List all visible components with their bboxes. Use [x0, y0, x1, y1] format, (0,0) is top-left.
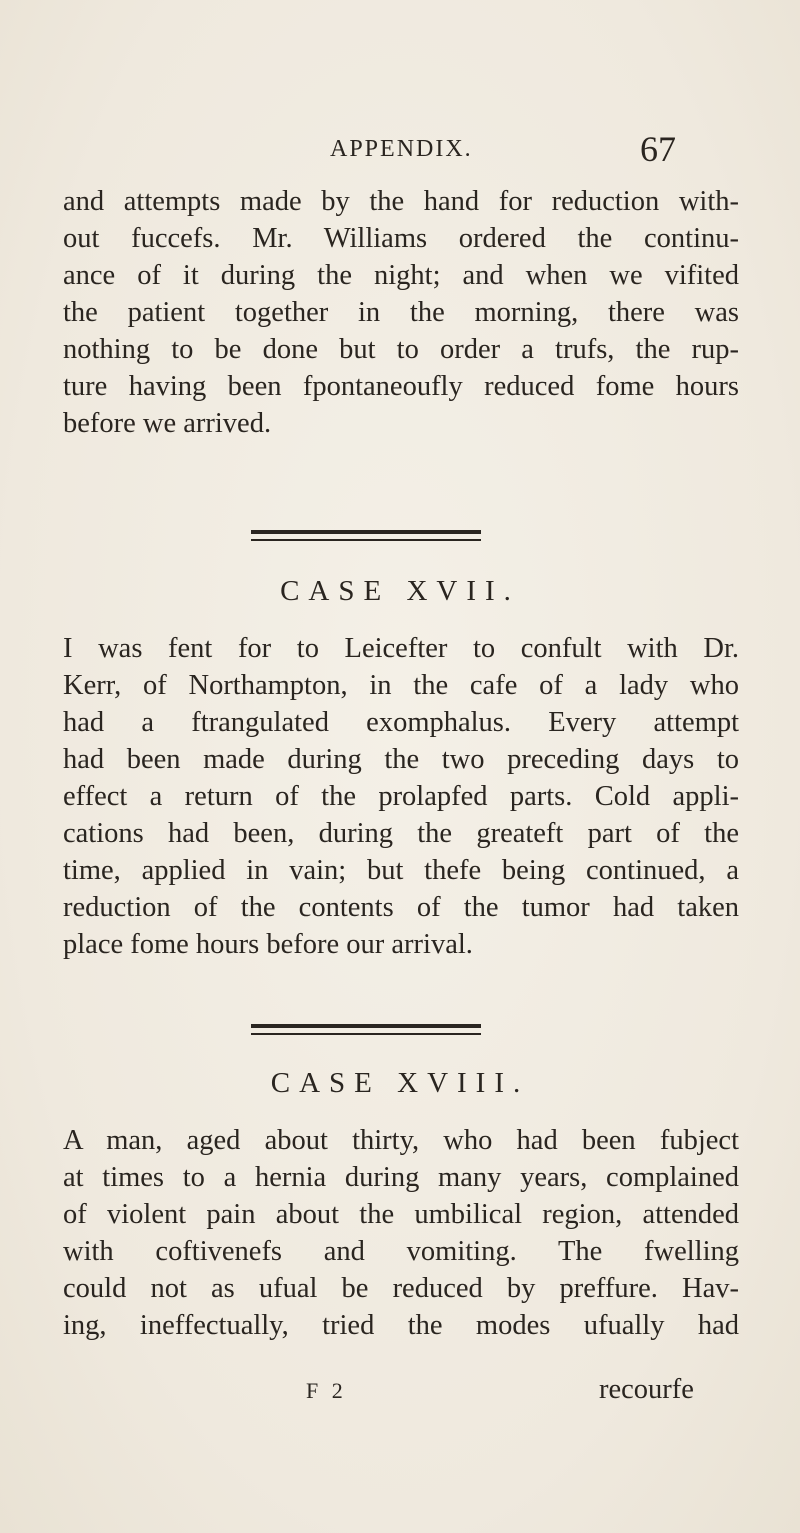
text-line: could not as ufual be reduced by preffure. Hav- [63, 1273, 739, 1304]
text-line: I was fent for to Leicefter to confult with Dr. [63, 633, 739, 664]
text-line: A man, aged about thirty, who had been fubject [63, 1125, 739, 1156]
page-header [0, 128, 800, 178]
case-18-text [63, 1122, 739, 1344]
text-line: at times to a hernia during many years, complained [63, 1162, 739, 1193]
text-line: with coftivenefs and vomiting. The fwelling [63, 1236, 739, 1267]
text-line: Kerr, of Northampton, in the cafe of a lady who [63, 670, 739, 701]
case-17-heading: CASE XVII. [280, 575, 520, 607]
text-line: before we arrived. [63, 408, 272, 439]
section-divider [251, 1024, 481, 1035]
text-line: had been made during the two preceding days to [63, 744, 739, 775]
paragraph-continuation [63, 183, 739, 442]
text-line: of violent pain about the umbilical region, attended [63, 1199, 739, 1230]
text-line: the patient together in the morning, there was [63, 297, 739, 328]
text-line: ing, ineffectually, tried the modes ufually had [63, 1310, 739, 1341]
text-line: effect a return of the prolapfed parts. Cold appli- [63, 781, 739, 812]
text-line: out fuccefs. Mr. Williams ordered the continu- [63, 223, 739, 254]
text-line: place fome hours before our arrival. [63, 929, 473, 960]
page-footer [0, 1374, 800, 1418]
text-line: ture having been fpontaneoufly reduced fome hours [63, 371, 739, 402]
signature-mark: F 2 [306, 1378, 347, 1403]
text-line: cations had been, during the greateft part of the [63, 818, 739, 849]
text-line: ance of it during the night; and when we vifited [63, 260, 739, 291]
section-divider [251, 530, 481, 541]
case-17-text [63, 630, 739, 963]
case-18-heading: CASE XVIII. [270, 1067, 530, 1099]
catchword: recourfe [599, 1374, 694, 1405]
text-line: reduction of the contents of the tumor had taken [63, 892, 739, 923]
text-line: time, applied in vain; but thefe being continued, a [63, 855, 739, 886]
page-number: 67 [640, 129, 676, 169]
text-line: nothing to be done but to order a trufs, the rup- [63, 334, 739, 365]
text-line: had a ftrangulated exomphalus. Every attempt [63, 707, 739, 738]
running-head: APPENDIX. [330, 136, 473, 162]
text-line: and attempts made by the hand for reduction with- [63, 186, 739, 217]
